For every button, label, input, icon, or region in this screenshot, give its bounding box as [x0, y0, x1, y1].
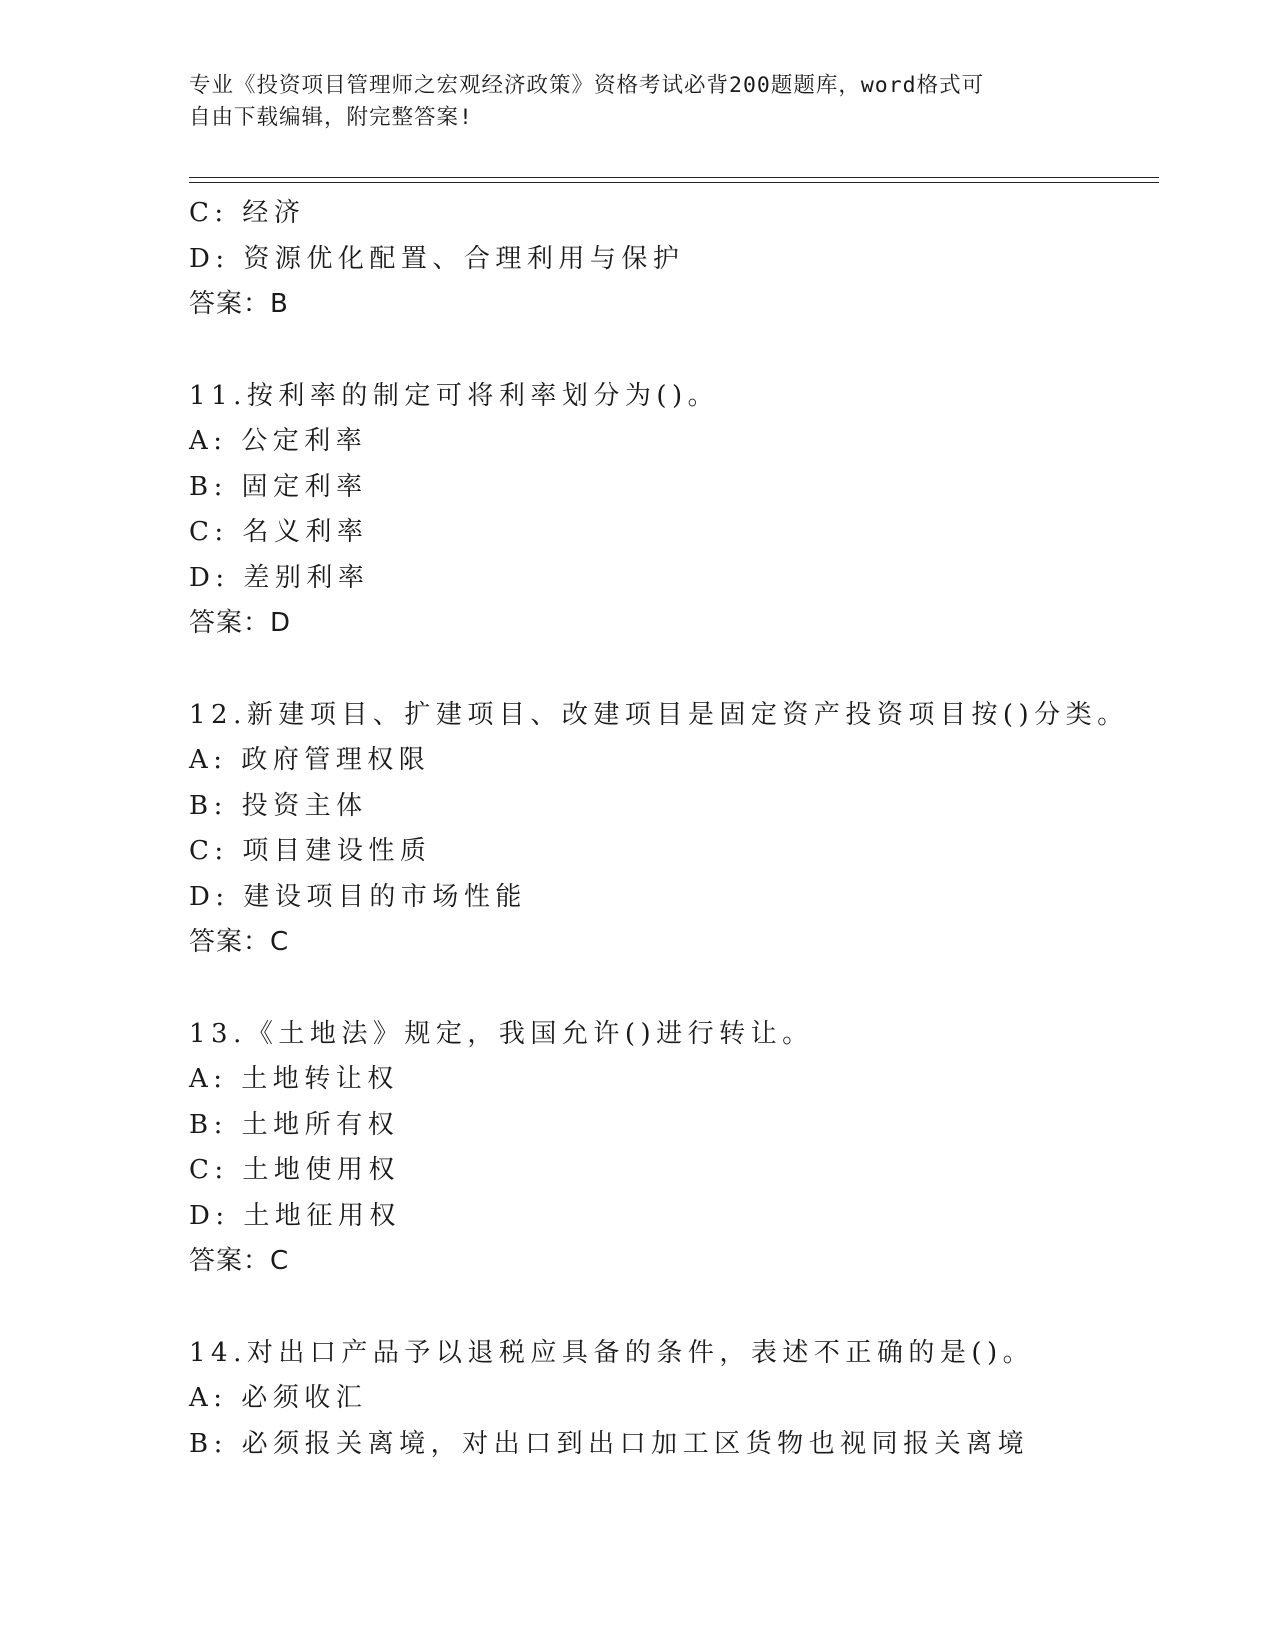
header-line-1: 专业《投资项目管理师之宏观经济政策》资格考试必背200题题库，word格式可 — [189, 73, 985, 98]
answer-line: 答案：C — [189, 927, 290, 957]
option-a: A: 政府管理权限 — [189, 745, 431, 775]
question-stem: 12.新建项目、扩建项目、改建项目是固定资产投资项目按()分类。 — [189, 699, 1129, 730]
option-c: C: 名义利率 — [189, 517, 369, 547]
option-b: B: 土地所有权 — [189, 1109, 400, 1140]
question-12 — [189, 693, 1149, 966]
option-a: A: 公定利率 — [189, 426, 368, 456]
option-c: C: 项目建设性质 — [189, 836, 432, 866]
option-c: C: 土地使用权 — [189, 1155, 400, 1185]
header-line-2: 自由下载编辑，附完整答案! — [189, 105, 473, 130]
option-b: B: 投资主体 — [189, 790, 368, 821]
header-divider-bottom — [189, 182, 1159, 183]
answer-line: 答案：C — [189, 1246, 290, 1276]
header-divider-top — [189, 177, 1159, 178]
option-b: B: 固定利率 — [189, 471, 368, 502]
option-a: A: 必须收汇 — [189, 1383, 368, 1413]
option-d: D: 建设项目的市场性能 — [189, 881, 527, 912]
question-13 — [189, 1012, 1149, 1285]
answer-line: 答案：B — [189, 289, 289, 319]
document-header — [189, 70, 1089, 134]
question-stem: 11.按利率的制定可将利率划分为()。 — [189, 380, 720, 411]
question-10-continued — [189, 191, 1149, 328]
option-d: D: 土地征用权 — [189, 1200, 401, 1231]
option-a: A: 土地转让权 — [189, 1064, 399, 1094]
question-14 — [189, 1331, 1149, 1468]
answer-line: 答案：D — [189, 608, 292, 638]
option-d: D: 差别利率 — [189, 562, 370, 593]
option-d: D: 资源优化配置、合理利用与保护 — [189, 243, 685, 274]
question-11 — [189, 374, 1149, 647]
option-b: B: 必须报关离境，对出口到出口加工区货物也视同报关离境 — [189, 1428, 1030, 1459]
option-c: C: 经济 — [189, 198, 306, 228]
question-stem: 14.对出口产品予以退税应具备的条件，表述不正确的是()。 — [189, 1337, 1035, 1368]
question-list — [189, 191, 1149, 1467]
question-stem: 13.《土地法》规定，我国允许()进行转让。 — [189, 1018, 814, 1049]
